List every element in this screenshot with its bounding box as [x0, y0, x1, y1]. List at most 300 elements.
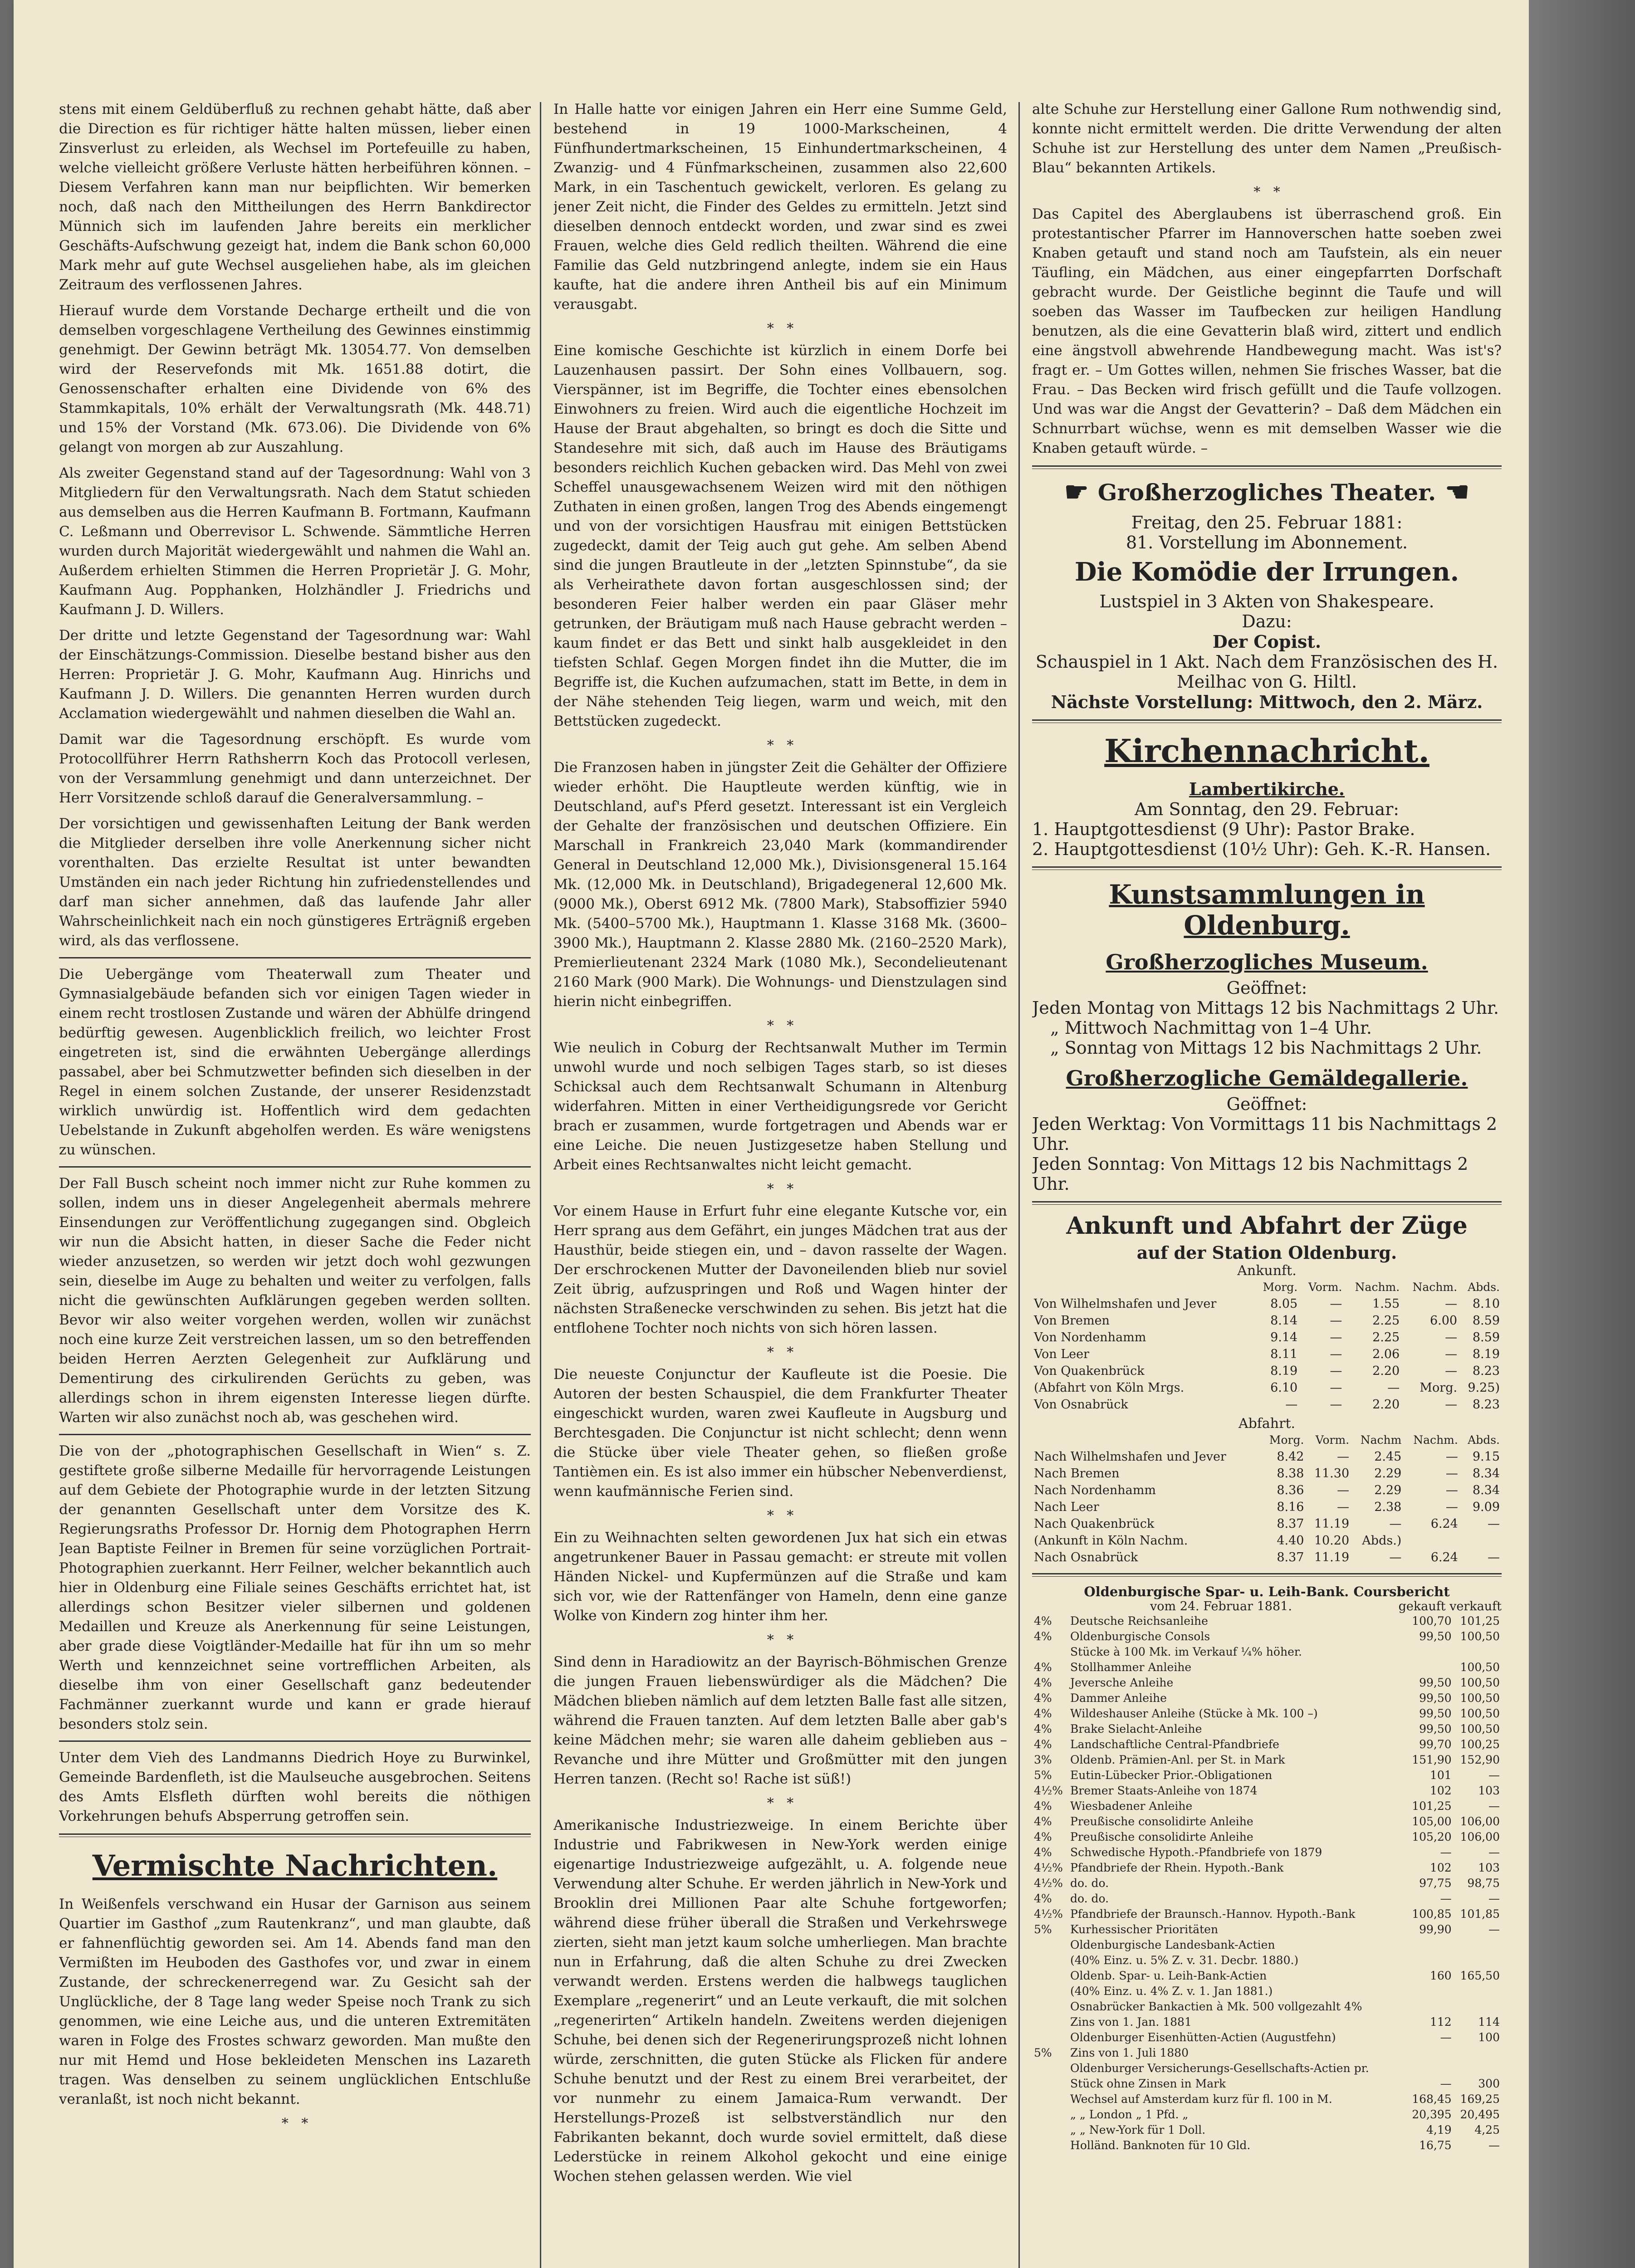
- table-cell: [1454, 1984, 1502, 1999]
- table-row: [1032, 1329, 1502, 1346]
- table-cell: „ „ London „ 1 Pfd. „: [1070, 2108, 1189, 2121]
- table-cell: 8.34: [1472, 1466, 1500, 1481]
- table-cell: —: [1488, 1550, 1500, 1564]
- table-row: [1032, 1515, 1502, 1532]
- table-cell: 152,90: [1460, 1753, 1500, 1766]
- table-cell: 100,50: [1460, 1676, 1500, 1689]
- table-cell: —: [1488, 1923, 1500, 1936]
- table-cell: 6.24: [1430, 1550, 1458, 1564]
- train-schedule: [1032, 1212, 1502, 1566]
- table-row: [1032, 1499, 1502, 1515]
- table-cell: Von Wilhelmshafen und Jever: [1034, 1297, 1217, 1311]
- paragraph: Die Franzosen haben in jüngster Zeit die Gehälter der Offiziere wieder erhöht. Die Hauptleute werden künftig, wie in Deutschland, auf's Pferd gesetzt. Interessant ist ein Vergleich der Gehalte der französischen und deutschen Offiziere. Ein Marschall in Frankreich 23,040 Mark (kommandirender General in Deutschland 12,000 Mk.), Divisionsgeneral 15.164 Mk. (12,000 Mk. in Deutschland), Brigadegeneral 12,600 Mk. (9000 Mk.), Oberst 6912 Mk. (7800 Mark), Stabsoffizier 5940 Mk. (5400–5700 Mk.), Hauptmann 1. Klasse 3168 Mk. (3600–3900 Mk.), Hauptmann 2. Klasse 2880 Mk. (2160–2520 Mark), Premierlieutenant 2324 Mark (1080 Mk.), Secondelieutenant 2160 Mark (900 Mark). Die Wohnungs- und Dienstzulagen sind hierin nicht einbegriffen.: [553, 759, 1007, 1010]
- table-cell: Stollhammer Anleihe: [1070, 1661, 1192, 1674]
- table-cell: 8.42: [1277, 1450, 1304, 1464]
- table-cell: 8.14: [1270, 1314, 1298, 1328]
- pointing-hand-icon: ☛: [1064, 476, 1089, 508]
- book-edge: [1529, 0, 1635, 2268]
- table-row: [1032, 1906, 1502, 1922]
- table-row: [1032, 1482, 1502, 1499]
- table-cell: 8.59: [1472, 1314, 1500, 1328]
- table-cell: [1454, 2045, 1502, 2061]
- table-cell: Oldenburger Versicherungs-Gesellschafts-Actien pr.: [1070, 2062, 1369, 2075]
- table-cell: 4%: [1034, 1892, 1052, 1905]
- table-cell: 16,75: [1419, 2139, 1452, 2152]
- table-cell: 99,90: [1419, 1923, 1452, 1936]
- table-cell: 100,50: [1460, 1691, 1500, 1705]
- table-cell: 8.23: [1472, 1364, 1500, 1378]
- table-cell: 97,75: [1419, 1877, 1452, 1890]
- table-cell: Preußische consolidirte Anleihe: [1070, 1815, 1253, 1828]
- table-cell: Pfandbriefe der Rhein. Hypoth.-Bank: [1070, 1861, 1284, 1874]
- table-cell: 4½%: [1034, 1877, 1063, 1890]
- table-row: [1032, 1629, 1502, 1644]
- table-cell: —: [1285, 1398, 1298, 1412]
- table-cell: 114: [1478, 2015, 1500, 2028]
- table-cell: 100,50: [1460, 1707, 1500, 1720]
- table-cell: 4%: [1034, 1846, 1052, 1859]
- table-cell: Eutin-Lübecker Prior.-Obligationen: [1070, 1769, 1273, 1782]
- table-header: Vorm.: [1315, 1433, 1350, 1447]
- table-cell: Von Osnabrück: [1034, 1398, 1128, 1412]
- table-cell: 9.14: [1270, 1330, 1298, 1344]
- table-row: [1032, 1768, 1502, 1783]
- table-cell: —: [1445, 1398, 1458, 1412]
- table-cell: [1032, 2076, 1068, 2092]
- divider: [59, 1434, 531, 1435]
- table-cell: Zins von 1. Jan. 1881: [1070, 2015, 1192, 2028]
- table-row: [1032, 2092, 1502, 2107]
- table-cell: 151,90: [1412, 1753, 1452, 1766]
- table-cell: Nach Bremen: [1034, 1466, 1120, 1481]
- table-cell: Brake Sielacht-Anleihe: [1070, 1722, 1202, 1735]
- stock-col-buy: gekauft: [1398, 1599, 1446, 1613]
- table-header: Abds.: [1468, 1281, 1500, 1294]
- gallery-open: Geöffnet:: [1226, 1094, 1307, 1114]
- church-name: Lambertikirche.: [1189, 779, 1345, 799]
- table-cell: Von Leer: [1034, 1347, 1090, 1361]
- table-cell: 2.25: [1372, 1330, 1400, 1344]
- table-cell: 8.19: [1270, 1364, 1298, 1378]
- table-row: [1032, 2076, 1502, 2092]
- table-row: [1032, 1448, 1502, 1465]
- table-cell: 4%: [1034, 1630, 1052, 1643]
- table-cell: 99,50: [1419, 1707, 1452, 1720]
- table-cell: —: [1488, 1799, 1500, 1813]
- table-cell: „ „ New-York für 1 Doll.: [1070, 2123, 1206, 2136]
- table-cell: 8.38: [1277, 1466, 1304, 1481]
- table-cell: 10.20: [1314, 1534, 1350, 1548]
- paragraph: Unter dem Vieh des Landmanns Diedrich Hoye zu Burwinkel, Gemeinde Bardenfleth, ist die Maulseuche ausgebrochen. Seitens des Amts Elsfleth dürften wohl bereits die nöthigen Vorkehrungen behufs Absperrung getroffen sein.: [59, 1750, 531, 1824]
- table-cell: [1032, 1644, 1068, 1660]
- table-cell: Deutsche Reichsanleihe: [1070, 1614, 1208, 1628]
- museum-title: Großherzogliches Museum.: [1106, 950, 1428, 974]
- stock-report: [1032, 1584, 1502, 2153]
- church-notice: [1032, 732, 1502, 859]
- art-collections: [1032, 879, 1502, 1194]
- table-cell: [1460, 1532, 1502, 1549]
- church-title: Kirchennachricht.: [1104, 732, 1429, 770]
- paragraph: Wie neulich in Coburg der Rechtsanwalt Muther im Termin unwohl wurde und noch selbigen Tages starb, so ist dieses Schicksal auch dem Rechtsanwalt Schumann in Altenburg widerfahren. Mitten in einer Vertheidigungsrede vor Gericht brach er zusammen, wurde fortgetragen und Abends war er eine Leiche. Die neuen Justizgesetze haben Stellung und Arbeit eines Rechtsanwaltes nicht leicht gemacht.: [553, 1040, 1007, 1173]
- table-cell: 2.29: [1374, 1483, 1402, 1497]
- table-cell: 4%: [1034, 1676, 1052, 1689]
- table-cell: —: [1330, 1297, 1342, 1311]
- table-row: [1032, 1783, 1502, 1799]
- table-cell: 103: [1478, 1861, 1500, 1874]
- art-title: Kunstsammlungen in Oldenburg.: [1109, 879, 1425, 941]
- paragraph: Damit war die Tagesordnung erschöpft. Es wurde vom Protocollführer Herrn Rathsherrn Koch das Protocoll verlesen, von der Versammlung genehmigt und dann unterzeichnet. Der Herr Vorsitzende schloß darauf die Generalversammlung. –: [59, 731, 531, 806]
- separator-stars: * *: [767, 1508, 794, 1524]
- table-header: Nachm.: [1413, 1433, 1458, 1447]
- table-cell: Stücke à 100 Mk. im Verkauf ¼% höher.: [1070, 1645, 1302, 1658]
- table-cell: 8.23: [1472, 1398, 1500, 1412]
- separator-stars: * *: [767, 738, 794, 753]
- table-cell: [1032, 1984, 1068, 1999]
- table-cell: [1454, 1953, 1502, 1968]
- gallery-title: Großherzogliche Gemäldegallerie.: [1066, 1066, 1468, 1090]
- table-cell: 2.20: [1372, 1398, 1400, 1412]
- table-cell: 103: [1478, 1784, 1500, 1797]
- table-cell: 101,85: [1460, 1907, 1500, 1921]
- theater-play: Die Komödie der Irrungen.: [1074, 557, 1459, 587]
- table-cell: do. do.: [1070, 1892, 1109, 1905]
- table-cell: —: [1330, 1398, 1342, 1412]
- paragraph: Der vorsichtigen und gewissenhaften Leitung der Bank werden die Mitglieder derselben ihre volle Anerkennung sicher nicht vorenthalten. Das erzielte Resultat ist unter bewandten Umständen ein nach jeder Richtung hin zufriedenstellendes und darf man sicher annehmen, daß das laufende Jahr aller Wahrscheinlichkeit nach ein noch günstigeres Erträgniß ergeben wird, als das verflossene.: [59, 816, 531, 949]
- table-cell: Jeversche Anleihe: [1070, 1676, 1174, 1689]
- table-cell: 8.16: [1277, 1500, 1304, 1514]
- table-cell: —: [1337, 1500, 1350, 1514]
- table-row: [1032, 1295, 1502, 1312]
- table-cell: 3%: [1034, 1753, 1052, 1766]
- table-cell: —: [1488, 1846, 1500, 1859]
- paragraph: Hierauf wurde dem Vorstande Decharge ertheilt und die von demselben vorgeschlagene Vertheilung des Gewinnes einstimmig genehmigt. Der Gewinn beträgt Mk. 13054.77. Von demselben wird der Reservefonds mit Mk. 1651.88 dotirt, die Genossenschafter erhalten eine Dividende von 6% des Stammkapitals, 10% erhält der Verwaltungsrath (Mk. 448.71) und 15% der Vorstand (Mk. 673.06). Die Dividende von 6% gelangt von morgen ab zur Auszahlung.: [59, 303, 531, 455]
- table-cell: —: [1445, 1347, 1458, 1361]
- church-service-2: 2. Hauptgottesdienst (10½ Uhr): Geh. K.-R. Hansen.: [1032, 839, 1491, 859]
- table-cell: —: [1445, 1466, 1458, 1481]
- table-cell: 100: [1478, 2031, 1500, 2044]
- departure-table: [1032, 1432, 1502, 1566]
- table-cell: —: [1445, 1364, 1458, 1378]
- table-cell: 99,70: [1419, 1738, 1452, 1751]
- table-cell: [1454, 1999, 1502, 2014]
- table-cell: —: [1445, 1500, 1458, 1514]
- table-header: [1032, 1432, 1261, 1448]
- table-cell: 101: [1429, 1769, 1452, 1782]
- table-cell: [1405, 2045, 1453, 2061]
- divider: [59, 957, 531, 958]
- table-cell: (Abfahrt von Köln Mrgs.: [1034, 1381, 1185, 1395]
- table-cell: 101,25: [1412, 1799, 1452, 1813]
- table-cell: —: [1330, 1314, 1342, 1328]
- table-cell: —: [1330, 1364, 1342, 1378]
- table-cell: Bremer Staats-Anleihe von 1874: [1070, 1784, 1258, 1797]
- table-cell: 99,50: [1419, 1630, 1452, 1643]
- table-header: Nachm: [1360, 1433, 1402, 1447]
- table-cell: 8.37: [1277, 1517, 1304, 1531]
- table-cell: 99,50: [1419, 1676, 1452, 1689]
- table-cell: [1032, 2092, 1068, 2107]
- paragraph: Eine komische Geschichte ist kürzlich in einem Dorfe bei Lauzenhausen passirt. Der Sohn eines Vollbauern, sog. Vierspänner, ist im Begriffe, die Tochter eines ebensolchen Einwohners zu freien. Wird auch die eigentliche Hochzeit im Hause der Braut abgehalten, so bringt es doch die Sitte und Standesehre mit sich, daß auch im Hause des Bräutigams besonders reichlich Kuchen gebacken wird. Das Mehl von zwei Scheffel unausgewachsenem Weizen wird mit den nöthigen Zuthaten in einen großen, langen Trog des Abends eingemengt und von der vorsichtigen Hausfrau mit einigen Bettstücken zugedeckt, damit der Teig auch gut gehe. Am selben Abend sind die jungen Brautleute in der „letzten Spinnstube“, da sie als Verheirathete davon fortan ausgeschlossen sind; der besonderen Feier halber werden ein paar Gläser mehr getrunken, der Bräutigam muß nach Hause gebracht werden – kaum findet er das Bett und sinkt halb ausgekleidet in den tiefsten Schlaf. Gegen Morgen findet ihn die Mutter, die im Begriffe ist, die Kuchen aufzumachen, statt im Bette, in dem in der Nähe stehenden Teig liegen, warm und weich, mit den Bettstücken zugedeckt.: [553, 342, 1007, 729]
- table-cell: Nach Wilhelmshafen und Jever: [1034, 1450, 1226, 1464]
- table-cell: —: [1337, 1450, 1350, 1464]
- table-cell: 100,50: [1460, 1722, 1500, 1735]
- table-cell: 98,75: [1467, 1877, 1500, 1890]
- column-middle: [553, 100, 1007, 2268]
- theater-genre2: Schauspiel in 1 Akt. Nach dem Französischen des H. Meilhac von G. Hiltl.: [1035, 652, 1498, 692]
- table-cell: 4%: [1034, 1830, 1052, 1843]
- table-cell: 4%: [1034, 1799, 1052, 1813]
- table-cell: 105,20: [1412, 1830, 1452, 1843]
- theater-date: Freitag, den 25. Februar 1881:: [1131, 513, 1403, 533]
- table-cell: 2.06: [1372, 1347, 1400, 1361]
- section-title: Vermischte Nachrichten.: [92, 1849, 498, 1883]
- table-row: [1032, 1922, 1502, 1937]
- separator-stars: * *: [281, 2116, 308, 2131]
- pointing-hand-icon: ☚: [1445, 476, 1470, 508]
- table-cell: Kurhessischer Prioritäten: [1070, 1923, 1219, 1936]
- table-cell: Von Bremen: [1034, 1314, 1110, 1328]
- museum-hours: Jeden Montag von Mittags 12 bis Nachmittags 2 Uhr.: [1032, 998, 1499, 1018]
- table-cell: 6.10: [1270, 1381, 1298, 1395]
- table-cell: [1405, 1953, 1453, 1968]
- table-cell: Preußische consolidirte Anleihe: [1070, 1830, 1253, 1843]
- separator-stars: * *: [767, 1018, 794, 1034]
- table-cell: 8.36: [1277, 1483, 1304, 1497]
- table-cell: [1405, 1660, 1453, 1675]
- table-cell: Pfandbriefe der Braunsch.-Hannov. Hypoth.-Bank: [1070, 1907, 1356, 1921]
- table-row: [1032, 1346, 1502, 1363]
- table-row: [1032, 2122, 1502, 2138]
- table-row: [1032, 1532, 1502, 1549]
- table-cell: —: [1389, 1550, 1402, 1564]
- theater-performance: 81. Vorstellung im Abonnement.: [1126, 533, 1408, 552]
- table-cell: 6.24: [1430, 1517, 1458, 1531]
- table-cell: 2.20: [1372, 1364, 1400, 1378]
- table-row: [1032, 1937, 1502, 1953]
- table-cell: Wildeshauser Anleihe (Stücke à Mk. 100 –): [1070, 1707, 1318, 1720]
- table-cell: (40% Einz. u. 4% Z. v. 1. Jan 1881.): [1070, 1984, 1273, 1998]
- table-cell: 300: [1478, 2077, 1500, 2090]
- table-cell: 102: [1429, 1861, 1452, 1874]
- table-row: [1032, 1860, 1502, 1876]
- table-cell: 100,50: [1460, 1661, 1500, 1674]
- separator-stars: * *: [1253, 184, 1280, 200]
- divider: [1032, 866, 1502, 870]
- museum-hours: „ Sonntag von Mittags 12 bis Nachmittags 2 Uhr.: [1050, 1038, 1482, 1058]
- table-cell: 165,50: [1460, 1969, 1500, 1982]
- table-cell: Holländ. Banknoten für 10 Gld.: [1070, 2139, 1251, 2152]
- table-cell: Oldenburgische Consols: [1070, 1630, 1210, 1643]
- table-cell: Oldenburgische Landesbank-Actien: [1070, 1938, 1275, 1951]
- table-cell: 112: [1429, 2015, 1452, 2028]
- table-cell: 160: [1429, 1969, 1452, 1982]
- table-cell: [1032, 2014, 1068, 2030]
- table-row: [1032, 1968, 1502, 1984]
- table-cell: —: [1445, 1483, 1458, 1497]
- table-cell: 168,45: [1412, 2092, 1452, 2106]
- table-row: [1032, 1660, 1502, 1675]
- table-cell: 8.19: [1472, 1347, 1500, 1361]
- church-service-1: 1. Hauptgottesdienst (9 Uhr): Pastor Brake.: [1032, 819, 1415, 839]
- table-cell: Schwedische Hypoth.-Pfandbriefe von 1879: [1070, 1846, 1322, 1859]
- table-cell: 11.19: [1314, 1550, 1350, 1564]
- table-row: [1032, 2107, 1502, 2122]
- table-cell: —: [1440, 2031, 1452, 2044]
- table-cell: —: [1330, 1381, 1342, 1395]
- table-cell: [1032, 1937, 1068, 1953]
- paragraph: In Weißenfels verschwand ein Husar der Garnison aus seinem Quartier im Gasthof „zum Rautenkranz“, und man glaubte, daß er fahnenflüchtig geworden sei. Am 14. Abends fand man den Vermißten im Heuboden des Gasthofes vor, und zwar in einem Zustande, der schreckenerregend war. Zu Gesicht sah der Unglückliche, der 8 Tage lang weder Speise noch Trank zu sich genommen, wie eine Leiche aus, und die unteren Extremitäten waren in Folge des Frostes schwarz geworden. Man mußte den nur mit Hemd und Hose bekleideten Menschen ins Lazareth tragen. Was denselben zu seinem unglücklichen Entschluße veranlaßt, ist noch nicht bekannt.: [59, 1896, 531, 2107]
- paragraph: Sind denn in Haradiowitz an der Bayrisch-Böhmischen Grenze die jungen Frauen liebenswürdiger als die Mädchen? Die Mädchen blieben nämlich auf dem letzten Balle fast alle sitzen, während die Frauen tanzten. Auf dem letzten Balle aber gab's keine Mädchen mehr; sie waren alle daheim geblieben aus – Revanche und ihre Mütter und Großmütter mit den jungen Herren tanzen. (Recht so! Rache ist süß!): [553, 1654, 1007, 1787]
- table-cell: —: [1488, 2139, 1500, 2152]
- table-row: [1032, 1675, 1502, 1691]
- table-row: [1032, 1312, 1502, 1329]
- table-row: [1032, 1829, 1502, 1845]
- table-cell: [1032, 2138, 1068, 2153]
- table-header: Vorm.: [1308, 1281, 1342, 1294]
- table-cell: 2.25: [1372, 1314, 1400, 1328]
- table-row: [1032, 1845, 1502, 1860]
- table-row: [1032, 1799, 1502, 1814]
- table-cell: [1032, 2061, 1068, 2076]
- table-cell: [1454, 2061, 1502, 2076]
- table-cell: [1405, 2061, 1453, 2076]
- paragraph: Der Fall Busch scheint noch immer nicht zur Ruhe kommen zu sollen, indem uns in dieser Angelegenheit abermals mehrere Einsendungen zur Veröffentlichung zugegangen sind. Obgleich wir nun die Absicht hatten, in dieser Sache die Feder nicht wieder anzusetzen, so werden wir jetzt doch wohl gezwungen sein, dieselbe im Auge zu behalten und weiter zu verfolgen, falls nicht die gewünschten Aufklärungen gegeben werden sollten. Bevor wir also weiter vorgehen werden, wollen wir zunächst noch eine kurze Zeit verstreichen lassen, um so den betreffenden beiden Herren Aerzten Gelegenheit zur Aufklärung und Dementirung des cirkulirenden Gerüchts zu geben, was allerdings schon in ihrem eigensten Interesse liegen dürfte. Warten wir also zunächst noch ab, was geschehen wird.: [59, 1175, 531, 1426]
- table-cell: 9.09: [1472, 1500, 1500, 1514]
- paragraph: Vor einem Hause in Erfurt fuhr eine elegante Kutsche vor, ein Herr sprang aus dem Gefährt, ein junges Mädchen trat aus der Hausthür, beide stiegen ein, und – davon rasselte der Wagen. Der erschrockenen Mutter der Davoneilenden blieb nur soviel Zeit übrig, aufzuspringen und Roß und Wagen hinter der nächsten Straßenecke verschwinden zu sehen. Bis jetzt hat die entflohene Tochter noch nichts von sich hören lassen.: [553, 1203, 1007, 1336]
- table-cell: 1.55: [1372, 1297, 1400, 1311]
- table-cell: Wiesbadener Anleihe: [1070, 1799, 1193, 1813]
- table-cell: 8.11: [1270, 1347, 1298, 1361]
- table-cell: 4½%: [1034, 1861, 1063, 1874]
- table-header: Morg.: [1269, 1433, 1304, 1447]
- table-cell: Von Nordenhamm: [1034, 1330, 1146, 1344]
- table-cell: [1405, 1937, 1453, 1953]
- table-cell: Morg.: [1420, 1381, 1458, 1395]
- table-cell: 4½%: [1034, 1907, 1063, 1921]
- table-cell: Nach Osnabrück: [1034, 1550, 1138, 1564]
- table-cell: —: [1330, 1330, 1342, 1344]
- table-cell: [1405, 1984, 1453, 1999]
- table-cell: —: [1440, 1846, 1452, 1859]
- newspaper-page: [14, 0, 1529, 2268]
- table-cell: (40% Einz. u. 5% Z. v. 31. Decbr. 1880.): [1070, 1954, 1299, 1967]
- table-row: [1032, 1644, 1502, 1660]
- museum-hours: „ Mittwoch Nachmittag von 1–4 Uhr.: [1050, 1018, 1372, 1038]
- column-rule: [1018, 102, 1020, 2268]
- table-cell: 99,50: [1419, 1722, 1452, 1735]
- stock-report-title: Oldenburgische Spar- u. Leih-Bank. Coursbericht: [1084, 1584, 1450, 1599]
- table-row: [1032, 2061, 1502, 2076]
- table-cell: —: [1389, 1517, 1402, 1531]
- table-row: [1032, 1465, 1502, 1482]
- theater-title-row: [1032, 476, 1502, 508]
- table-cell: 5%: [1034, 2046, 1052, 2059]
- table-cell: 100,25: [1460, 1738, 1500, 1751]
- table-cell: 4%: [1034, 1614, 1052, 1628]
- theater-genre: Lustspiel in 3 Akten von Shakespeare.: [1099, 591, 1434, 611]
- table-row: [1032, 1891, 1502, 1906]
- table-cell: Nach Nordenhamm: [1034, 1483, 1156, 1497]
- table-cell: Nach Quakenbrück: [1034, 1517, 1155, 1531]
- church-date: Am Sonntag, den 29. Februar:: [1134, 799, 1400, 819]
- table-row: [1032, 1396, 1502, 1413]
- table-cell: 4%: [1034, 1815, 1052, 1828]
- table-cell: 9.25): [1468, 1381, 1500, 1395]
- table-cell: Wechsel auf Amsterdam kurz für fl. 100 in M.: [1070, 2092, 1332, 2106]
- table-cell: 101,25: [1460, 1614, 1500, 1628]
- table-cell: 4½%: [1034, 1784, 1063, 1797]
- theater-ad: [1032, 476, 1502, 712]
- table-row: [1032, 1953, 1502, 1968]
- arrival-table: [1032, 1279, 1502, 1413]
- theater-title: Großherzogliches Theater.: [1097, 479, 1436, 506]
- train-arrival-label: Ankunft.: [1237, 1263, 1297, 1279]
- table-cell: 8.37: [1277, 1550, 1304, 1564]
- table-cell: Zins von 1. Juli 1880: [1070, 2046, 1189, 2059]
- table-cell: 8.10: [1472, 1297, 1500, 1311]
- table-cell: —: [1488, 1769, 1500, 1782]
- table-cell: (Ankunft in Köln Nachm.: [1034, 1534, 1188, 1548]
- paragraph: Amerikanische Industriezweige. In einem Berichte über Industrie und Fabrikwesen in New-York werden einige eigenartige Industriezweige aufgezählt, u. A. folgende neue Verwendung alter Schuhe. Er werden jährlich in New-York und Brooklin drei Millionen Paar alte Schuhe fortgeworfen; während diese früher überall die Straßen und Verkehrswege zierten, sieht man jetzt kaum solche umherliegen. Man brachte nun in Erfahrung, daß die alten Schuhe zu drei Zwecken verwandt werden. Erstens werden die halbwegs tauglichen Exemplare „regenerirt“ und an Leute verkauft, die mit solchen „regenerirten“ Artikeln handeln. Zweitens werden diejenigen Schuhe, bei denen sich der Regenerirungsprozeß nicht lohnen würde, zerschnitten, die guten Stücke als Flicken für andere Schuhe benutzt und der Rest zu einem Brei verarbeitet, der vor nunmehr zu einem Jamaica-Rum verwandt. Der Herstellungs-Prozeß ist selbstverständlich nur den Fabrikanten bekannt, doch wurde soviel ermittelt, daß diese Lederstücke in reinem Alkohol gekocht und eine einige Wochen stehen gelassen werden. Wie viel: [553, 1817, 1007, 2185]
- divider: [1032, 1201, 1502, 1205]
- table-cell: Nach Leer: [1034, 1500, 1099, 1514]
- stock-col-sell: verkauft: [1449, 1599, 1502, 1613]
- table-cell: 102: [1429, 1784, 1452, 1797]
- museum-open: Geöffnet:: [1226, 978, 1307, 998]
- table-cell: [1454, 1644, 1502, 1660]
- table-cell: Stück ohne Zinsen in Mark: [1070, 2077, 1226, 2090]
- table-cell: 100,50: [1460, 1630, 1500, 1643]
- table-cell: 4%: [1034, 1722, 1052, 1735]
- table-cell: 20,395: [1412, 2108, 1452, 2121]
- table-cell: —: [1387, 1381, 1400, 1395]
- divider: [1032, 1573, 1502, 1577]
- table-row: [1032, 1984, 1502, 1999]
- table-cell: [1032, 2122, 1068, 2138]
- table-cell: 9.15: [1472, 1450, 1500, 1464]
- divider: [59, 1833, 531, 1837]
- paragraph: Die neueste Conjunctur der Kaufleute ist die Poesie. Die Autoren der besten Schauspiel, die dem Frankfurter Theater eingeschickt wurden, waren zwei Kaufleute in Augsburg und Berchtesgaden. Die Conjunctur ist nicht schlecht; denn wenn die Stücke über viele Theater gehen, so fließen große Tantièmen ein. Es ist also immer ein hübscher Nebenverdienst, wenn kaufmännische Ferien sind.: [553, 1366, 1007, 1500]
- paragraph: alte Schuhe zur Herstellung einer Gallone Rum nothwendig sind, konnte nicht ermittelt werden. Die dritte Verwendung der alten Schuhe ist zur Herstellung des unter dem Namen „Preußisch-Blau“ bekannten Artikels.: [1032, 101, 1502, 176]
- table-cell: 5%: [1034, 1923, 1052, 1936]
- table-cell: 20,495: [1460, 2108, 1500, 2121]
- table-cell: 4%: [1034, 1738, 1052, 1751]
- separator-stars: * *: [767, 321, 794, 337]
- table-row: [1032, 1691, 1502, 1706]
- separator-stars: * *: [767, 1344, 794, 1360]
- table-cell: —: [1440, 2077, 1452, 2090]
- table-cell: 11.30: [1314, 1466, 1350, 1481]
- gallery-hours: Jeden Sonntag: Von Mittags 12 bis Nachmittags 2 Uhr.: [1032, 1154, 1469, 1194]
- table-cell: —: [1445, 1297, 1458, 1311]
- table-cell: [1454, 1937, 1502, 1953]
- table-row: [1032, 1721, 1502, 1737]
- separator-stars: * *: [767, 1181, 794, 1197]
- table-cell: Von Quakenbrück: [1034, 1364, 1145, 1378]
- table-row: [1032, 1613, 1502, 1629]
- table-cell: 8.59: [1472, 1330, 1500, 1344]
- train-title: Ankunft und Abfahrt der Züge: [1066, 1212, 1468, 1240]
- table-cell: [1032, 1953, 1068, 1968]
- table-cell: —: [1440, 1892, 1452, 1905]
- table-cell: 6.00: [1429, 1314, 1458, 1328]
- table-header: Nachm.: [1412, 1281, 1458, 1294]
- table-cell: —: [1445, 1330, 1458, 1344]
- table-cell: 169,25: [1460, 2092, 1500, 2106]
- table-cell: 4.40: [1277, 1534, 1304, 1548]
- table-cell: Osnabrücker Bankactien à Mk. 500 vollgezahlt 4%: [1070, 2000, 1362, 2013]
- table-cell: —: [1488, 1892, 1500, 1905]
